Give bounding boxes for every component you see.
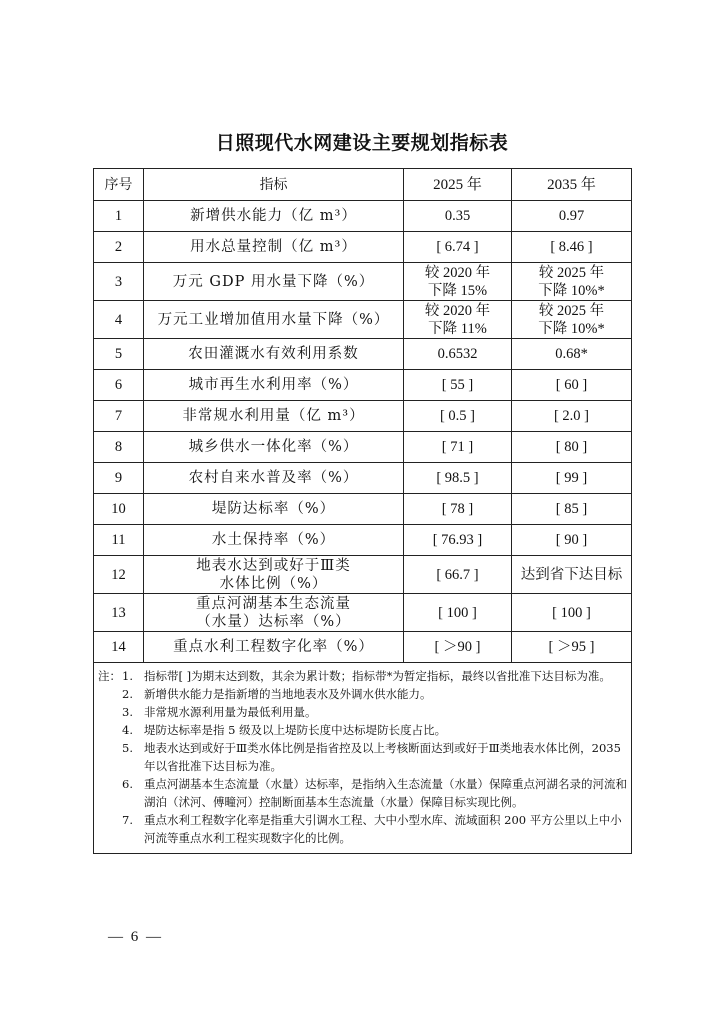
cell-2025 xyxy=(404,301,512,339)
cell-indicator-line: 用水总量控制（亿 m³） xyxy=(190,239,357,255)
table-row xyxy=(94,525,632,556)
cell-seq: 8 xyxy=(94,432,144,463)
cell-2035 xyxy=(512,432,632,463)
cell-2025 xyxy=(404,339,512,370)
cell-2025-line: [ 55 ] xyxy=(441,377,474,393)
table-body xyxy=(94,201,632,663)
cell-2025 xyxy=(404,594,512,632)
cell-indicator-line: 水体比例（%） xyxy=(219,575,328,592)
cell-2025-line: [ 6.74 ] xyxy=(436,239,479,255)
cell-2035 xyxy=(512,525,632,556)
note-prefix xyxy=(98,739,118,775)
cell-2035-line: 0.68* xyxy=(555,346,588,362)
note-item xyxy=(98,775,627,811)
cell-indicator xyxy=(144,432,404,463)
table-row xyxy=(94,594,632,632)
cell-indicator-line: （水量）达标率（%） xyxy=(196,613,351,630)
note-number: 1. xyxy=(122,669,133,683)
cell-indicator-line: 城乡供水一体化率（%） xyxy=(188,439,359,455)
cell-2035-line: 较 2025 年 xyxy=(538,264,605,281)
cell-seq: 2 xyxy=(94,232,144,263)
cell-indicator-line: 万元工业增加值用水量下降（%） xyxy=(157,311,390,328)
cell-indicator xyxy=(144,339,404,370)
cell-indicator-line: 水土保持率（%） xyxy=(211,532,336,548)
cell-2025-line: 较 2020 年 xyxy=(424,302,491,319)
cell-indicator-line: 地表水达到或好于Ⅲ类 xyxy=(196,557,351,574)
cell-2035-line: [ 8.46 ] xyxy=(550,239,593,255)
cell-2035 xyxy=(512,594,632,632)
cell-2025 xyxy=(404,401,512,432)
table-row xyxy=(94,339,632,370)
indicator-table xyxy=(93,168,632,854)
cell-indicator-line: 堤防达标率（%） xyxy=(211,501,336,517)
cell-seq: 10 xyxy=(94,494,144,525)
cell-indicator xyxy=(144,494,404,525)
note-text: 重点河湖基本生态流量（水量）达标率，是指纳入生态流量（水量）保障重点河湖名录的河流和湖泊（沭河、傅疃河）控制断面基本生态流量（水量）保障目标实现比例。 xyxy=(144,777,627,809)
cell-indicator-line: 新增供水能力（亿 m³） xyxy=(190,208,357,224)
cell-2025-line: [ 66.7 ] xyxy=(436,566,479,583)
note-prefix xyxy=(98,811,118,847)
cell-2035 xyxy=(512,556,632,594)
notes-row xyxy=(94,663,632,854)
cell-2025-line: 下降 11% xyxy=(428,320,487,337)
table-row xyxy=(94,263,632,301)
cell-2035-line: 较 2025 年 xyxy=(538,302,605,319)
cell-seq: 12 xyxy=(94,556,144,594)
note-prefix xyxy=(98,703,118,721)
note-prefix xyxy=(98,685,118,703)
cell-indicator-line: 农田灌溉水有效利用系数 xyxy=(188,346,359,362)
table-row xyxy=(94,556,632,594)
cell-seq: 14 xyxy=(94,632,144,663)
cell-2025-line: 0.35 xyxy=(444,208,471,224)
cell-indicator-line: 重点水利工程数字化率（%） xyxy=(173,639,374,655)
note-number: 4. xyxy=(122,723,133,737)
header-2035: 2035 年 xyxy=(512,169,632,201)
cell-2025-line: [ 71 ] xyxy=(441,439,474,455)
cell-2035 xyxy=(512,232,632,263)
page-number: — 6 — xyxy=(108,929,163,945)
cell-indicator xyxy=(144,263,404,301)
cell-2035-line: 达到省下达目标 xyxy=(520,566,623,583)
note-text: 地表水达到或好于Ⅲ类水体比例是指省控及以上考核断面达到或好于Ⅲ类地表水体比例，2035 年以省批准下达目标为准。 xyxy=(144,741,621,773)
cell-2025-line: [ 0.5 ] xyxy=(439,408,476,424)
cell-seq: 3 xyxy=(94,263,144,301)
cell-2025 xyxy=(404,370,512,401)
cell-2035-line: 下降 10%* xyxy=(538,282,605,299)
cell-2035 xyxy=(512,339,632,370)
cell-2035-line: [ 85 ] xyxy=(555,501,588,517)
cell-2035 xyxy=(512,263,632,301)
note-item xyxy=(98,685,627,703)
cell-indicator xyxy=(144,632,404,663)
note-prefix: 注： xyxy=(98,669,121,683)
cell-2025 xyxy=(404,556,512,594)
cell-2025-line: [ ＞90 ] xyxy=(434,639,481,655)
cell-indicator-line: 城市再生水利用率（%） xyxy=(188,377,359,393)
cell-2025-line: [ 78 ] xyxy=(441,501,474,517)
cell-seq: 1 xyxy=(94,201,144,232)
note-item xyxy=(98,739,627,775)
table-row xyxy=(94,632,632,663)
cell-2035 xyxy=(512,494,632,525)
note-prefix xyxy=(98,775,118,811)
note-number: 5. xyxy=(122,741,133,755)
cell-2025 xyxy=(404,494,512,525)
cell-indicator-line: 农村自来水普及率（%） xyxy=(188,470,359,486)
note-text: 重点水利工程数字化率是指重大引调水工程、大中小型水库、流域面积 200 平方公里以上中小河流等重点水利工程实现数字化的比例。 xyxy=(144,813,622,845)
cell-seq: 7 xyxy=(94,401,144,432)
header-seq: 序号 xyxy=(94,169,144,201)
cell-seq: 6 xyxy=(94,370,144,401)
notes-cell xyxy=(94,663,632,854)
cell-seq: 9 xyxy=(94,463,144,494)
cell-2025 xyxy=(404,463,512,494)
cell-2035-line: [ 90 ] xyxy=(555,532,588,548)
note-text: 指标带[ ]为期末达到数，其余为累计数；指标带*为暂定指标，最终以省批准下达目标为准。 xyxy=(144,669,611,683)
cell-2025 xyxy=(404,432,512,463)
cell-2025 xyxy=(404,232,512,263)
cell-2035-line: [ 100 ] xyxy=(552,604,591,621)
table-row xyxy=(94,463,632,494)
note-number: 3. xyxy=(122,705,133,719)
note-item xyxy=(98,667,627,685)
table-row xyxy=(94,494,632,525)
cell-2025-line: [ 100 ] xyxy=(438,604,477,621)
table-header-row xyxy=(94,169,632,201)
cell-indicator xyxy=(144,594,404,632)
cell-indicator xyxy=(144,201,404,232)
note-number: 7. xyxy=(122,813,133,827)
cell-indicator xyxy=(144,370,404,401)
cell-2035-line: [ 99 ] xyxy=(555,470,588,486)
cell-indicator xyxy=(144,401,404,432)
header-2025: 2025 年 xyxy=(404,169,512,201)
cell-seq: 13 xyxy=(94,594,144,632)
note-text: 非常规水源利用量为最低利用量。 xyxy=(144,705,317,719)
cell-2035-line: [ 80 ] xyxy=(555,439,588,455)
cell-2035-line: 下降 10%* xyxy=(538,320,605,337)
note-text: 堤防达标率是指 5 级及以上堤防长度中达标堤防长度占比。 xyxy=(144,723,447,737)
table-row xyxy=(94,232,632,263)
note-number: 6. xyxy=(122,777,133,791)
cell-2035-line: [ ＞95 ] xyxy=(548,639,595,655)
cell-indicator xyxy=(144,232,404,263)
note-item xyxy=(98,721,627,739)
page-title: 日照现代水网建设主要规划指标表 xyxy=(215,132,509,154)
cell-indicator xyxy=(144,301,404,339)
cell-indicator-line: 重点河湖基本生态流量 xyxy=(196,595,351,612)
cell-2025-line: 0.6532 xyxy=(437,346,478,362)
cell-seq: 4 xyxy=(94,301,144,339)
note-text: 新增供水能力是指新增的当地地表水及外调水供水能力。 xyxy=(144,687,432,701)
header-indicator: 指标 xyxy=(144,169,404,201)
cell-2035 xyxy=(512,370,632,401)
notes-list xyxy=(98,667,627,847)
table-row xyxy=(94,201,632,232)
cell-2025 xyxy=(404,632,512,663)
cell-2025 xyxy=(404,201,512,232)
cell-2035 xyxy=(512,632,632,663)
table-row xyxy=(94,370,632,401)
note-number: 2. xyxy=(122,687,133,701)
note-item xyxy=(98,811,627,847)
cell-2025-line: 较 2020 年 xyxy=(424,264,491,281)
cell-indicator xyxy=(144,525,404,556)
cell-2025 xyxy=(404,525,512,556)
table-row xyxy=(94,432,632,463)
note-prefix xyxy=(98,721,118,739)
cell-indicator xyxy=(144,463,404,494)
cell-seq: 5 xyxy=(94,339,144,370)
cell-indicator xyxy=(144,556,404,594)
note-item xyxy=(98,703,627,721)
cell-2035-line: [ 60 ] xyxy=(555,377,588,393)
cell-2025 xyxy=(404,263,512,301)
table-row xyxy=(94,301,632,339)
cell-2035-line: 0.97 xyxy=(558,208,585,224)
cell-2025-line: 下降 15% xyxy=(427,282,488,299)
cell-2035 xyxy=(512,201,632,232)
cell-seq: 11 xyxy=(94,525,144,556)
cell-2025-line: [ 76.93 ] xyxy=(432,532,483,548)
cell-2035 xyxy=(512,301,632,339)
cell-indicator-line: 非常规水利用量（亿 m³） xyxy=(182,408,365,424)
cell-2035-line: [ 2.0 ] xyxy=(553,408,590,424)
cell-2035 xyxy=(512,401,632,432)
cell-indicator-line: 万元 GDP 用水量下降（%） xyxy=(172,273,375,290)
cell-2035 xyxy=(512,463,632,494)
cell-2025-line: [ 98.5 ] xyxy=(436,470,479,486)
table-row xyxy=(94,401,632,432)
